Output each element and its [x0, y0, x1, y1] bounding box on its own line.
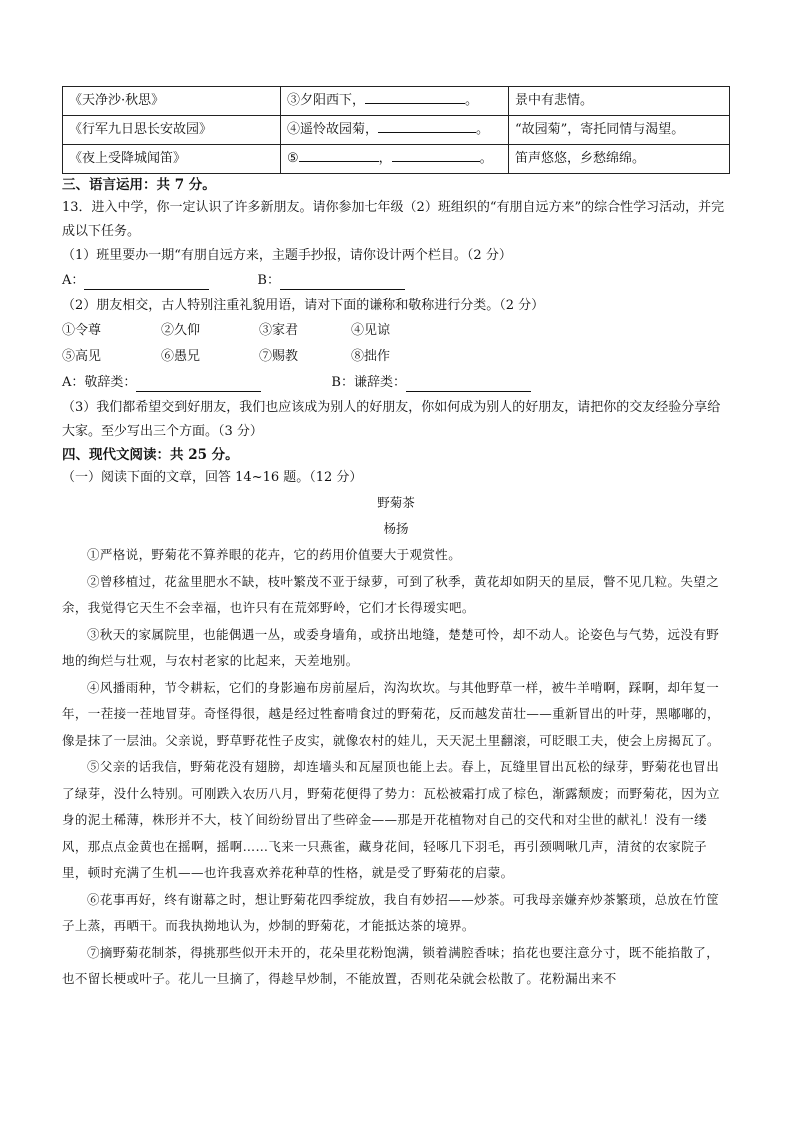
- punct: ，: [378, 151, 392, 166]
- word-item: ⑥愚兄: [161, 349, 201, 364]
- word-item: ④见谅: [351, 323, 391, 338]
- answer-blank[interactable]: [392, 148, 480, 162]
- article-paragraph: ②曾移植过，花盆里肥水不缺，枝叶繁茂不亚于绿萝，可到了秋季，黄花却如阴天的星辰，瞥不见几粒。失望之余，我觉得它天生不会幸福，也许只有在荒郊野岭，它们才长得瑷实吧。: [62, 573, 720, 615]
- word-list: [62, 344, 730, 370]
- word-item: ②久仰: [161, 323, 201, 338]
- exam-page: [62, 86, 730, 993]
- poem-line: ⑤: [287, 151, 299, 166]
- section-heading: 三、语言运用：共 7 分。: [62, 177, 216, 193]
- article-paragraph: ③秋天的家属院里，也能偶遇一丛，或委身墙角，或挤出地缝，楚楚可怜，却不动人。论姿色与气势，远没有野地的绚烂与壮观，与农村老家的比起来，天差地别。: [62, 626, 720, 668]
- poem-title: 《夜上受降城闻笛》: [63, 145, 281, 174]
- poem-line: ③夕阳西下，: [287, 93, 366, 108]
- answer-label-a: A：: [62, 273, 85, 288]
- word-item: ①令尊: [62, 323, 102, 338]
- punct: 。: [479, 151, 493, 166]
- question-13-1: （1）班里要办一期“有朋自远方来，主题手抄报，请你设计两个栏目。（2 分）: [62, 248, 512, 263]
- answer-blank[interactable]: [365, 90, 465, 104]
- poem-title: 《天净沙·秋思》: [63, 87, 281, 116]
- fill-line: [281, 145, 509, 174]
- table-row: [63, 145, 730, 174]
- poem-line: ④遥怜故园菊，: [287, 122, 379, 137]
- answer-blank[interactable]: [136, 379, 261, 392]
- word-item: ⑦赐教: [259, 349, 299, 364]
- answer-blank[interactable]: [280, 277, 405, 290]
- fill-line: [281, 116, 509, 145]
- word-item: ⑧拙作: [351, 349, 391, 364]
- poem-title: 《行军九日思长安故园》: [63, 116, 281, 145]
- answer-row: [62, 370, 730, 396]
- question-13-2: （2）朋友相交，古人特别注重礼貌用语，请对下面的谦称和敬称进行分类。（2 分）: [62, 298, 545, 313]
- poem-note: 景中有悲情。: [509, 87, 730, 116]
- word-item: ⑤高见: [62, 349, 102, 364]
- question-13-3: （3）我们都希望交到好朋友，我们也应该成为别人的好朋友，你如何成为别人的好朋友，请把你的交友经验分享给大家。至少写出三个方面。（3 分）: [62, 400, 721, 439]
- article-author: 杨扬: [383, 521, 409, 536]
- poem-table: [62, 86, 730, 174]
- punct: 。: [465, 93, 479, 108]
- reading-instruction: （一）阅读下面的文章，回答 14~16 题。（12 分）: [62, 470, 363, 485]
- article-title: 野菊茶: [377, 495, 415, 510]
- article-paragraph: ⑥花事再好，终有谢幕之时，想让野菊花四季绽放，我自有妙招——炒茶。可我母亲嫌弃炒茶繁琐，总放在竹筐子上蒸，再晒干。而我执拗地认为，炒制的野菊花，才能抵达茶的境界。: [62, 891, 720, 933]
- poem-note: 笛声悠悠，乡愁绵绵。: [509, 145, 730, 174]
- section-heading: 四、现代文阅读：共 25 分。: [62, 447, 239, 463]
- table-row: [63, 87, 730, 116]
- word-item: ③家君: [259, 323, 299, 338]
- answer-label-a: A：敬辞类：: [62, 375, 137, 390]
- answer-label-b: B：: [257, 273, 280, 288]
- answer-row: [62, 268, 730, 294]
- fill-line: [281, 87, 509, 116]
- answer-blank[interactable]: [299, 148, 379, 162]
- answer-blank[interactable]: [84, 277, 209, 290]
- answer-label-b: B：谦辞类：: [331, 375, 406, 390]
- article-paragraph: ⑤父亲的话我信，野菊花没有翅膀，却连墙头和瓦屋顶也能上去。春上，瓦缝里冒出瓦松的绿芽，野菊花也冒出了绿芽，没什么特别。可刚跌入农历八月，野菊花便得了势力：瓦松被霜打成了棕色，渐露颓废；而野菊花，因为立身的泥土稀薄，株形并不大，枝丫间纷纷冒出了些碎金——那是开花植物对自己的交代和对尘世的献礼！没有一缕风，那点点金黄也在摇啊，摇啊……飞来一只燕雀，藏身花间，轻啄几下羽毛，再引颈啁啾几声，清贫的农家院子里，顿时充满了生机——也许我喜欢养花种草的性格，就是受了野菊花的启蒙。: [62, 759, 720, 880]
- article-paragraph: ④风播雨种，节令耕耘，它们的身影遍布房前屋后，沟沟坎坎。与其他野草一样，被牛羊啃啊，踩啊，却年复一年，一茬接一茬地冒芽。奇怪得很，越是经过牲畜啃食过的野菊花，反而越发苗壮——重新冒出的叶芽，黑嘟嘟的，像是抹了一层油。父亲说，野草野花性子皮实，就像农村的娃儿，天天泥土里翻滚，可眨眼工夫，使会上房揭瓦了。: [62, 679, 720, 748]
- answer-blank[interactable]: [406, 379, 531, 392]
- article-paragraph: ⑦摘野菊花制茶，得挑那些似开未开的，花朵里花粉饱满，锁着满腔香味；掐花也要注意分寸，既不能掐散了，也不留长梗或叶子。花儿一旦摘了，得趁早炒制，不能放置，否则花朵就会松散了。花粉漏出来不: [62, 944, 720, 986]
- answer-blank[interactable]: [378, 119, 476, 133]
- punct: 。: [476, 122, 490, 137]
- article-paragraph: ①严格说，野菊花不算养眼的花卉，它的药用价值要大于观赏性。: [87, 547, 462, 562]
- word-list: [62, 318, 730, 344]
- poem-note: “故园菊”，寄托同情与渴望。: [509, 116, 730, 145]
- table-row: [63, 116, 730, 145]
- question-13: 13．进入中学，你一定认识了许多新朋友。请你参加七年级（2）班组织的“有朋自远方来”的综合性学习活动，并完成以下任务。: [62, 200, 725, 239]
